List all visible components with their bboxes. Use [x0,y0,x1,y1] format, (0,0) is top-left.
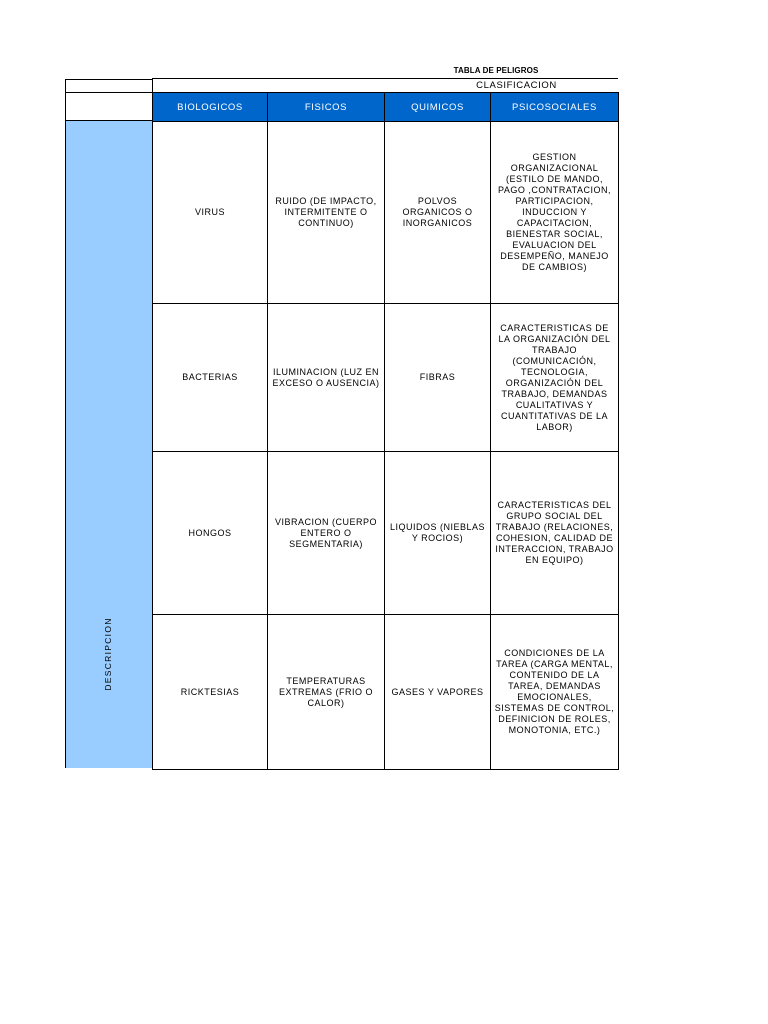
header-fisicos: FISICOS [268,93,385,122]
classification-header: CLASIFICACION [152,78,618,92]
table-cell: LIQUIDOS (NIEBLAS Y ROCIOS) [385,452,491,615]
corner-cell [65,92,153,120]
description-label: DESCRIPCION [103,617,113,691]
table-cell: POLVOS ORGANICOS O INORGANICOS [385,122,491,304]
table-cell: ILUMINACION (LUZ EN EXCESO O AUSENCIA) [268,304,385,452]
table-cell: CONDICIONES DE LA TAREA (CARGA MENTAL, CONTENIDO DE LA TAREA, DEMANDAS EMOCIONALES, SISTEMAS DE CONTROL, DEFINICION DE ROLES, MONOTONIA, ETC.) [491,615,619,770]
header-psicosociales: PSICOSOCIALES [491,93,619,122]
table-title: TABLA DE PELIGROS [453,66,539,75]
table-cell: RICKTESIAS [153,615,268,770]
table-cell: GASES Y VAPORES [385,615,491,770]
table-cell: BACTERIAS [153,304,268,452]
table-cell: GESTION ORGANIZACIONAL (ESTILO DE MANDO, PAGO ,CONTRATACION, PARTICIPACION, INDUCCION Y CAPACITACION, BIENESTAR SOCIAL, EVALUACION DEL DESEMPEÑO, MANEJO DE CAMBIOS) [491,122,619,304]
table-row [153,122,619,304]
header-row [153,93,619,122]
table-row [153,615,619,770]
table-cell: RUIDO (DE IMPACTO, INTERMITENTE O CONTINUO) [268,122,385,304]
table-cell: VIRUS [153,122,268,304]
hazard-table [152,92,619,770]
corner-top-border [65,79,153,80]
table-row [153,304,619,452]
header-quimicos: QUIMICOS [385,93,491,122]
table-cell: TEMPERATURAS EXTREMAS (FRIO O CALOR) [268,615,385,770]
table-cell: CARACTERISTICAS DEL GRUPO SOCIAL DEL TRABAJO (RELACIONES, COHESION, CALIDAD DE INTERACCION, TRABAJO EN EQUIPO) [491,452,619,615]
table-cell: HONGOS [153,452,268,615]
table-cell: CARACTERISTICAS DE LA ORGANIZACIÓN DEL TRABAJO (COMUNICACIÓN, TECNOLOGIA, ORGANIZACIÓN DEL TRABAJO, DEMANDAS CUALITATIVAS Y CUANTITATIVAS DE LA LABOR) [491,304,619,452]
table-cell: FIBRAS [385,304,491,452]
header-biologicos: BIOLOGICOS [153,93,268,122]
table-row [153,452,619,615]
table-cell: VIBRACION (CUERPO ENTERO O SEGMENTARIA) [268,452,385,615]
